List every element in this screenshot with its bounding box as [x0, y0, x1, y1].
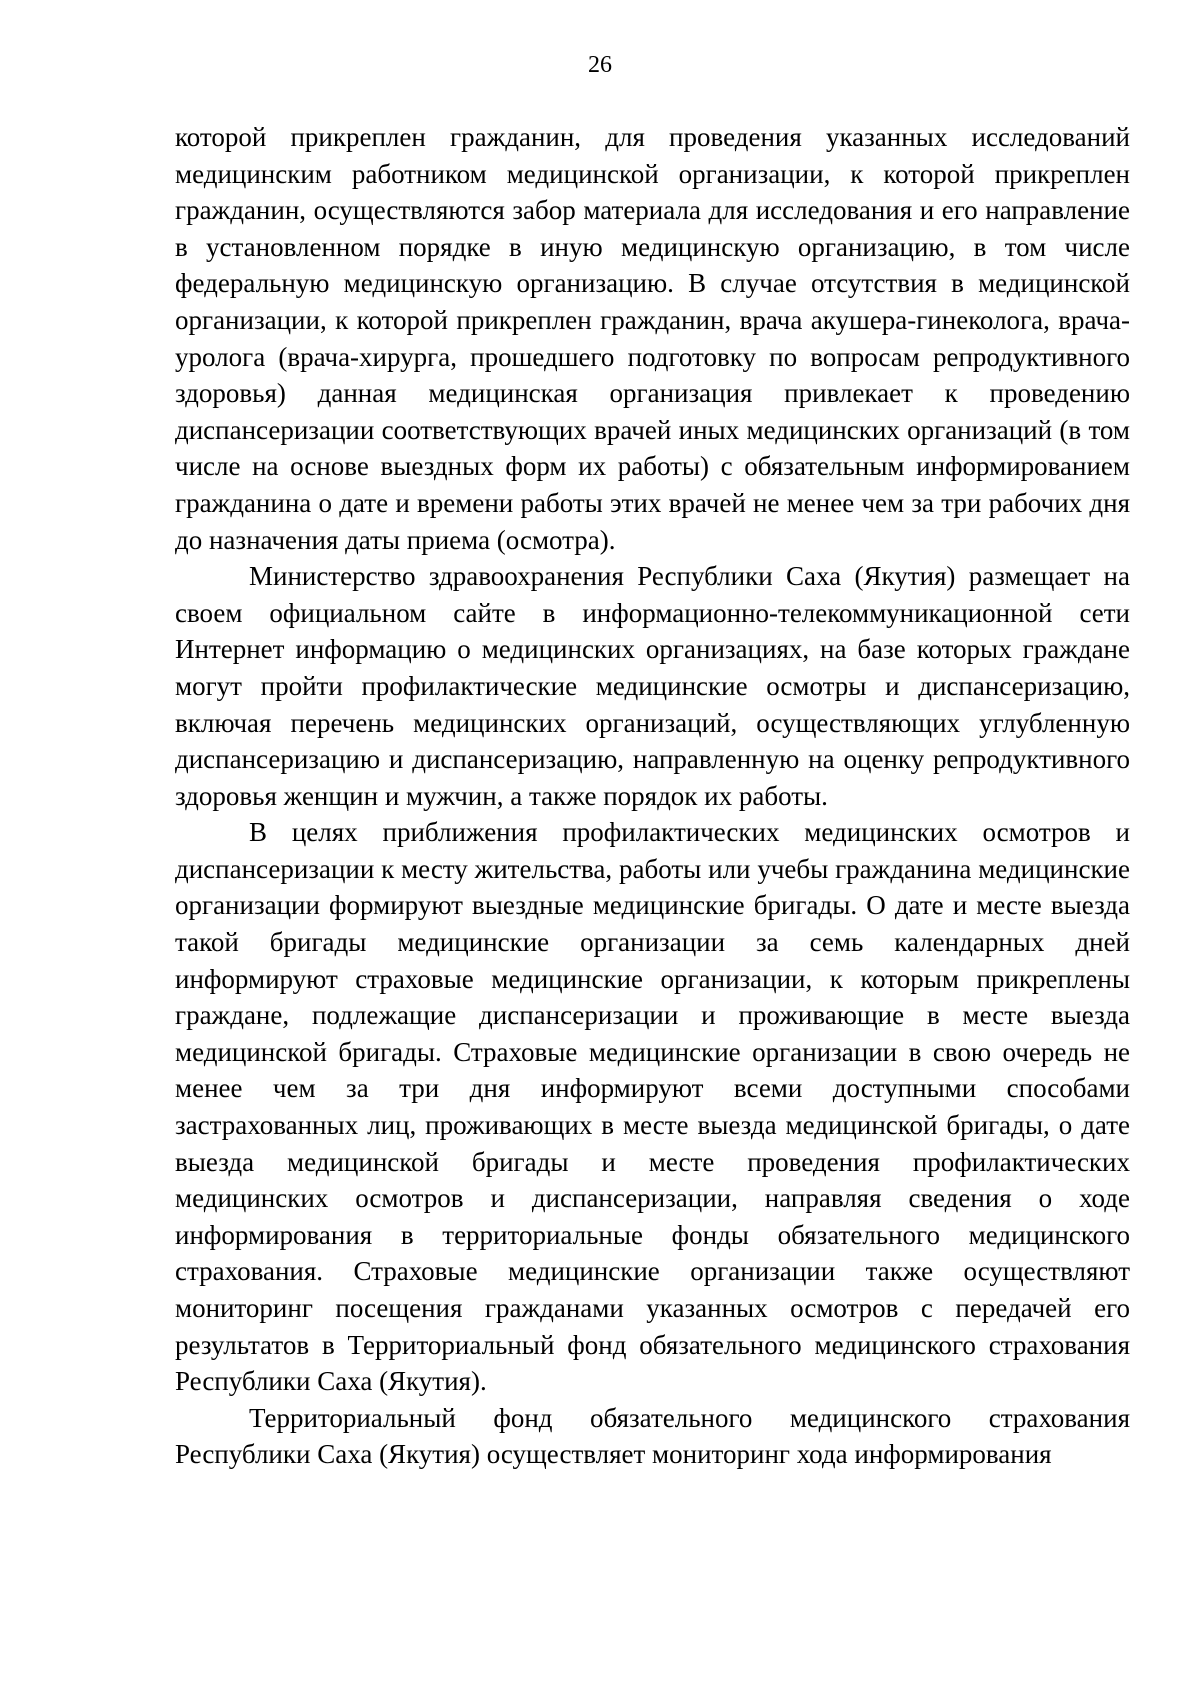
- body-text: [175, 119, 1130, 1473]
- paragraph-mobile-brigades: В целях приближения профилактических медицинских осмотров и диспансеризации к месту жительства, работы или учебы гражданина медицинские организации формируют выездные медицинские бригады. О дате и месте выезда такой бригады медицинские организации за семь календарных дней информируют страховые медицинские организации, к которым прикреплены граждане, подлежащие диспансеризации и проживающие в месте выезда медицинской бригады. Страховые медицинские организации в свою очередь не менее чем за три дня информируют всеми доступными способами застрахованных лиц, проживающих в месте выезда медицинской бригады, о дате выезда медицинской бригады и месте проведения профилактических медицинских осмотров и диспансеризации, направляя сведения о ходе информирования в территориальные фонды обязательного медицинского страхования. Страховые медицинские организации также осуществляют мониторинг посещения гражданами указанных осмотров с передачей его результатов в Территориальный фонд обязательного медицинского страхования Республики Саха (Якутия).: [175, 817, 1130, 1397]
- page-number: 26: [588, 52, 612, 78]
- paragraph-continued: которой прикреплен гражданин, для проведения указанных исследований медицинским работником медицинской организации, к которой прикреплен гражданин, осуществляются забор материала для исследования и его направление в установленном порядке в иную медицинскую организацию, в том числе федеральную медицинскую организацию. В случае отсутствия в медицинской организации, к которой прикреплен гражданин, врача акушера-гинеколога, врача-уролога (врача-хирурга, прошедшего подготовку по вопросам репродуктивного здоровья) данная медицинская организация привлекает к проведению диспансеризации соответствующих врачей иных медицинских организаций (в том числе на основе выездных форм их работы) с обязательным информированием гражданина о дате и времени работы этих врачей не менее чем за три рабочих дня до назначения даты приема (осмотра).: [175, 122, 1130, 555]
- paragraph-ministry-website: Министерство здравоохранения Республики Саха (Якутия) размещает на своем официальном сайте в информационно-телекоммуникационной сети Интернет информацию о медицинских организациях, на базе которых граждане могут пройти профилактические медицинские осмотры и диспансеризацию, включая перечень медицинских организаций, осуществляющих углубленную диспансеризацию и диспансеризацию, направленную на оценку репродуктивного здоровья женщин и мужчин, а также порядок их работы.: [175, 561, 1130, 811]
- paragraph-territorial-fund: Территориальный фонд обязательного медицинского страхования Республики Саха (Якутия) осуществляет мониторинг хода информирования: [175, 1402, 1130, 1470]
